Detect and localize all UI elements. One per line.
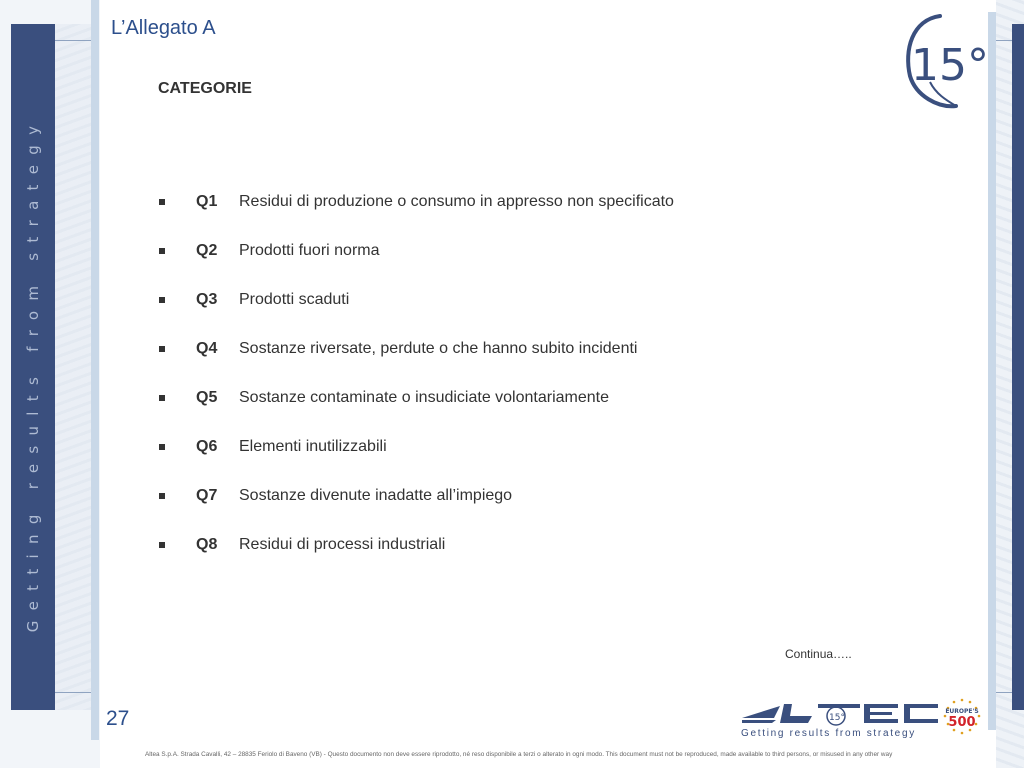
left-sidebar-sketch xyxy=(55,24,91,710)
category-code: Q7 xyxy=(196,487,218,504)
category-code: Q3 xyxy=(196,291,218,308)
category-item xyxy=(155,385,674,434)
anniversary-logo xyxy=(900,10,989,110)
category-description: Sostanze riversate, perdute o che hanno subito incidenti xyxy=(239,340,638,357)
anniversary-logo-text: 15° xyxy=(911,40,989,91)
top-left-rule xyxy=(55,40,91,41)
altec-logo-inner-text: 15° xyxy=(829,713,845,723)
bottom-right-rule xyxy=(996,692,1012,693)
right-sidebar-band xyxy=(1012,24,1024,710)
bullet-icon xyxy=(159,199,165,205)
category-description: Prodotti scaduti xyxy=(239,291,350,308)
category-description: Sostanze divenute inadatte all’impiego xyxy=(239,487,513,504)
category-description: Sostanze contaminate o insudiciate volontariamente xyxy=(239,389,609,406)
europe-500-badge xyxy=(940,697,984,737)
category-item xyxy=(155,434,674,483)
top-right-rule xyxy=(996,40,1012,41)
sidebar-slogan: Getting results from strategy xyxy=(24,115,42,633)
continue-label: Continua….. xyxy=(785,647,852,661)
bullet-icon xyxy=(159,542,165,548)
section-heading: CATEGORIE xyxy=(158,80,252,97)
footer-disclaimer: Altea S.p.A. Strada Cavalli, 42 – 28835 Feriolo di Baveno (VB) - Questo documento non deve essere riprodotto, né reso disponibile a terzi o alterato in ogni modo. This document must not be reproduced, made available to third persons, or misused in any other way xyxy=(145,751,893,758)
category-code: Q1 xyxy=(196,193,218,210)
category-item xyxy=(155,483,674,532)
bullet-icon xyxy=(159,444,165,450)
category-item xyxy=(155,532,674,581)
category-description: Elementi inutilizzabili xyxy=(239,438,387,455)
page-number: 27 xyxy=(106,707,130,730)
category-code: Q5 xyxy=(196,389,218,406)
badge-line1: EUROPE'S xyxy=(945,708,979,715)
category-list xyxy=(155,189,674,581)
bullet-icon xyxy=(159,346,165,352)
bullet-icon xyxy=(159,297,165,303)
bottom-left-rule xyxy=(55,692,91,693)
badge-line2: 500 xyxy=(948,715,976,730)
bullet-icon xyxy=(159,248,165,254)
category-description: Residui di processi industriali xyxy=(239,536,446,553)
category-code: Q8 xyxy=(196,536,218,553)
category-code: Q2 xyxy=(196,242,218,259)
right-sidebar-stripe xyxy=(988,12,996,730)
category-code: Q6 xyxy=(196,438,218,455)
slide-title: L’Allegato A xyxy=(111,17,216,39)
category-description: Residui di produzione o consumo in appresso non specificato xyxy=(239,193,674,210)
category-item xyxy=(155,287,674,336)
bullet-icon xyxy=(159,493,165,499)
category-item xyxy=(155,238,674,287)
category-item xyxy=(155,189,674,238)
left-sidebar-stripe xyxy=(91,0,99,740)
bullet-icon xyxy=(159,395,165,401)
category-item xyxy=(155,336,674,385)
category-code: Q4 xyxy=(196,340,218,357)
altec-tagline: Getting results from strategy xyxy=(741,728,916,739)
category-description: Prodotti fuori norma xyxy=(239,242,380,259)
